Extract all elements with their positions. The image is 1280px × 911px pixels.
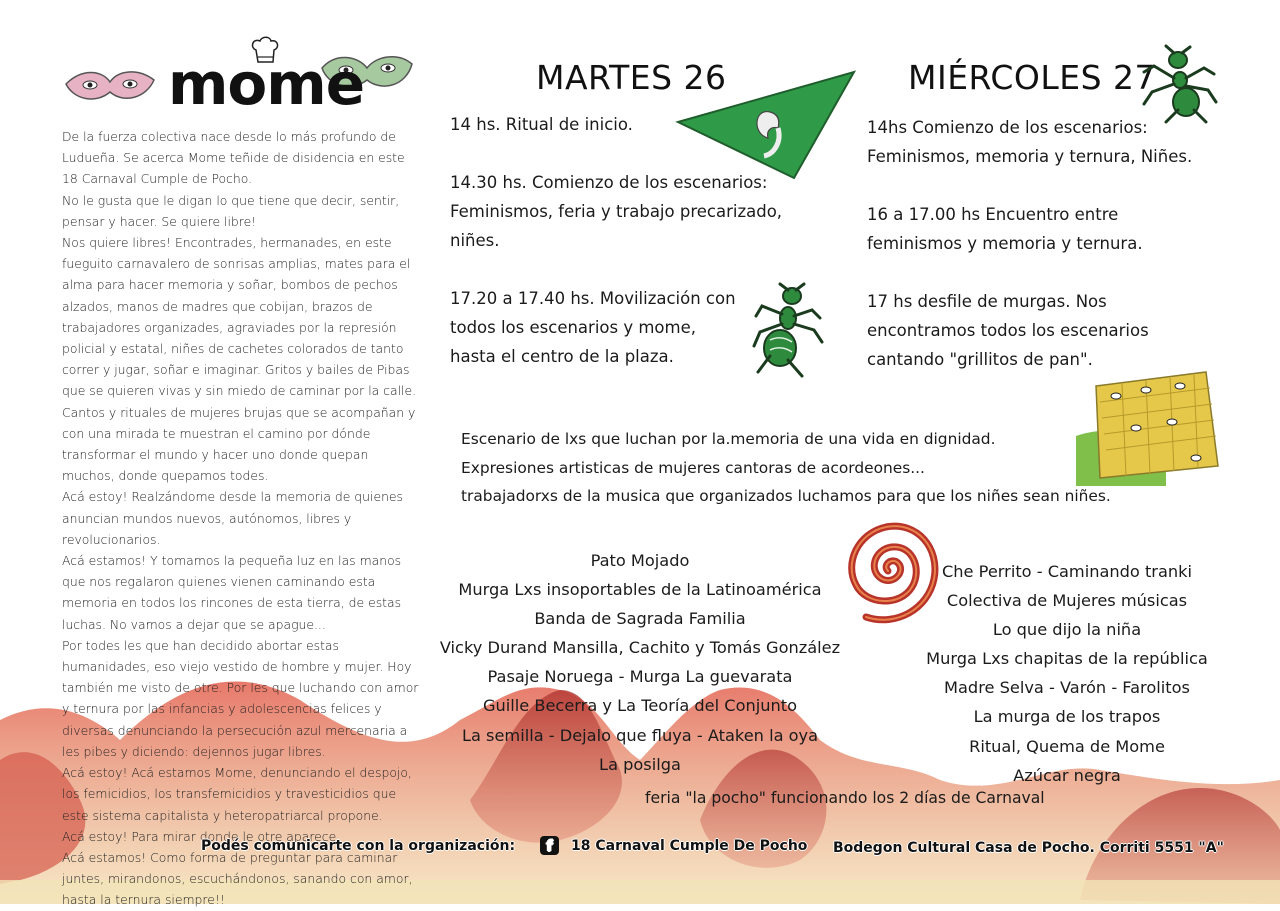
lineup-item: La murga de los trapos — [973, 707, 1161, 727]
lineup-item: Azúcar negra — [1013, 765, 1121, 785]
lineup-item: Che Perrito - Caminando tranki — [941, 562, 1193, 581]
lineup-item: Guille Becerra y La Teoría del Conjunto — [482, 696, 798, 716]
schedule-item: 14hs Comienzo de los escenarios: Feminismos, memoria y ternura, Niñes. — [867, 118, 1193, 166]
intro-paragraph: Acá estoy! Acá estamos Mome, denunciando el despojo, los femicidios, los transfemicidios y travesticidios que este sistema capitalista y heteropatriarcal propone. — [62, 765, 412, 823]
escenario-line: Expresiones artisticas de mujeres cantoras de acordeones... — [461, 458, 925, 477]
schedule-item: 14 hs. Ritual de inicio. — [450, 115, 633, 134]
intro-paragraph: Por todes les que han decidido abortar estas humanidades, eso viejo vestido de hombre y mujer. Hoy también me visto de otre. Por les que luchando con amor y ternura por las infancias y adolescencias felices y diversas denunciando la persecución azul mercenaria a les pibes y diciendo: dejennos jugar libres. — [62, 637, 419, 759]
lineup-item: Murga Lxs chapitas de la república — [926, 649, 1208, 669]
lineup-item: Pasaje Noruega - Murga La guevarata — [487, 667, 793, 687]
facebook-icon: f — [540, 836, 559, 855]
intro-paragraph: Acá estoy! Realzándome desde la memoria de quienes anuncian mundos nuevos, autónomos, libres y revolucionarios. — [62, 489, 403, 547]
feria-note: feria "la pocho" funcionando los 2 días de Carnaval — [645, 789, 1045, 807]
intro-paragraph: Acá estoy! Para mirar donde le otre aparece. — [62, 828, 341, 844]
lineup-item: Banda de Sagrada Familia — [534, 609, 746, 629]
schedule-item: 17.20 a 17.40 hs. Movilización con todos los escenarios y mome, hasta el centro de la plaza. — [450, 289, 736, 366]
intro-paragraph: No le gusta que le digan lo que tiene que decir, sentir, pensar y hacer. Se quiere libre! — [62, 192, 400, 229]
lineup-item: Lo que dijo la niña — [992, 620, 1142, 640]
intro-paragraph: Nos quiere libres! Encontrades, hermanades, en este fueguito carnavalero de sonrisas amplias, mates para el alma para hacer memoria y soñar, bombos de pechos alzados, manos de madres que cobijan, brazos de trabajadores organizades, agraviades por la represión policial y estatal, niñes de cachetes colorados de tanto correr y jugar, soñar e imaginar. Gritos y bailes de Pibas que se quieren vivas y sin miedo de caminar por la calle. Cantos y rituales de mujeres brujas que se acompañan y con una mirada te muestran el camino por dónde transformar el mundo y hacer uno donde quepan muchos, donde quepamos todes. — [62, 235, 417, 484]
schedule-item: 14.30 hs. Comienzo de los escenarios: Feminismos, feria y trabajo precarizado, niñes. — [450, 173, 783, 250]
martes-title: MARTES 26 — [536, 58, 727, 97]
lineup-item: Madre Selva - Varón - Farolitos — [944, 678, 1190, 698]
miercoles-schedule — [867, 113, 1197, 403]
ant-icon — [1138, 44, 1220, 124]
contact-label: Podés comunicarte con la organización: — [201, 838, 516, 854]
facebook-page-name: 18 Carnaval Cumple De Pocho — [571, 837, 808, 854]
lineup-item: La posilga — [599, 754, 681, 774]
escenario-description — [461, 425, 1161, 511]
lineup-right — [918, 557, 1216, 790]
facebook-link[interactable] — [540, 836, 807, 855]
intro-paragraph: Acá estamos! Y tomamos la pequeña luz en las manos que nos regalaron quienes vienen caminando esta memoria en todos los rincones de esta tierra, de estas luchas. No vamos a dejar que se apague... — [62, 553, 402, 632]
pink-mask-icon — [62, 64, 158, 108]
escenario-line: Escenario de lxs que luchan por la.memoria de una vida en dignidad. — [461, 430, 996, 448]
escenario-line: trabajadorxs de la musica que organizados luchamos para que los niñes sean niñes. — [461, 487, 1111, 505]
lineup-item: Vicky Durand Mansilla, Cachito y Tomás González — [439, 638, 841, 658]
lineup-left — [430, 546, 850, 779]
intro-text — [62, 126, 424, 911]
lineup-item: La semilla - Dejalo que fluya - Ataken la oya — [461, 725, 819, 745]
schedule-item: 17 hs desfile de murgas. Nos encontramos todos los escenarios cantando "grillitos de pan". — [867, 292, 1149, 369]
lineup-item: Colectiva de Mujeres músicas — [946, 591, 1188, 611]
lineup-item: Murga Lxs insoportables de la Latinoamérica — [458, 580, 822, 600]
schedule-item: 16 a 17.00 hs Encuentro entre feminismos y memoria y ternura. — [867, 205, 1143, 253]
green-flag-icon — [674, 68, 858, 184]
ant-icon — [748, 282, 828, 380]
logo-wordmark: mome — [168, 50, 365, 118]
lineup-item: Pato Mojado — [590, 551, 690, 570]
intro-paragraph: De la fuerza colectiva nace desde lo más profundo de Ludueña. Se acerca Mome teñide de disidencia en este 18 Carnaval Cumple de Pocho. — [62, 129, 405, 187]
address-label: Bodegon Cultural Casa de Pocho. Corriti 5551 "A" — [833, 840, 1224, 856]
lineup-item: Ritual, Quema de Mome — [969, 736, 1165, 756]
intro-paragraph: Acá estamos! Como forma de preguntar para caminar juntes, mirandonos, escuchándonos, sanando con amor, hasta la ternura siempre!! — [62, 849, 413, 908]
miercoles-title: MIÉRCOLES 27 — [908, 58, 1157, 97]
